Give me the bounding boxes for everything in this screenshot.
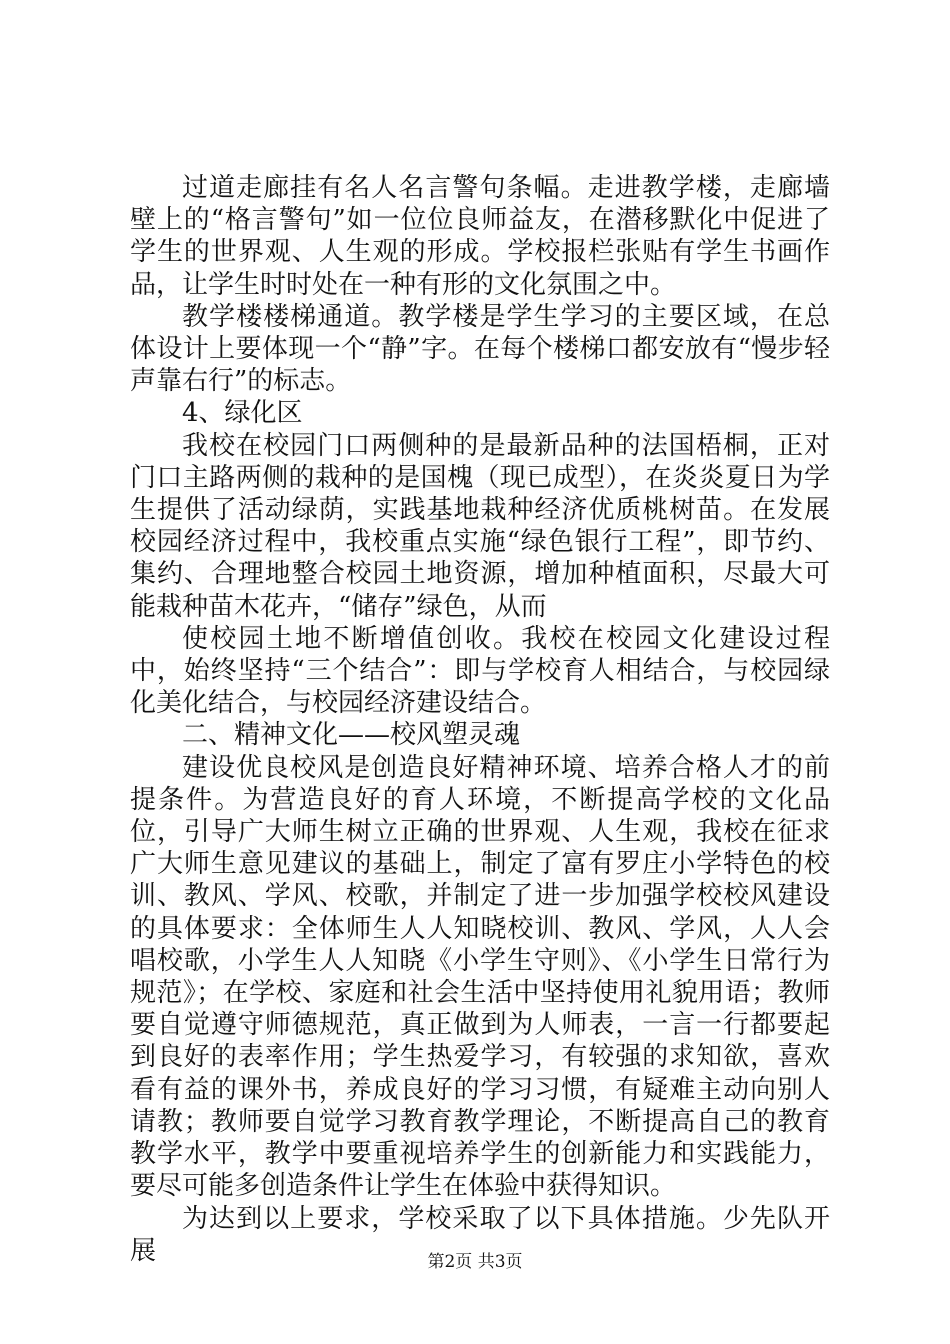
paragraph-three-combinations: 使校园土地不断增值创收。我校在校园文化建设过程中，始终坚持“三个结合”：即与学校育人相结合，与校园绿化美化结合，与校园经济建设结合。 <box>130 623 830 719</box>
section-heading-greening: 4、绿化区 <box>182 398 303 429</box>
page-footer <box>0 1247 950 1272</box>
document-body <box>130 172 830 1267</box>
paragraph-greening: 我校在校园门口两侧种的是最新品种的法国梧桐，正对门口主路两侧的栽种的是国槐（现已成型），在炎炎夏日为学生提供了活动绿荫，实践基地栽种经济优质桃树苗。在发展校园经济过程中，我校重点实施“绿色银行工程”，即节约、集约、合理地整合校园土地资源，增加种植面积，尽最大可能栽种苗木花卉，“储存”绿色，从而 <box>130 430 830 622</box>
section-heading-spiritual-culture: 二、精神文化——校风塑灵魂 <box>182 720 521 751</box>
paragraph-measures: 为达到以上要求，学校采取了以下具体措施。少先队开展 <box>130 1203 830 1266</box>
paragraph-corridor: 过道走廊挂有名人名言警句条幅。走进教学楼，走廊墙壁上的“格言警句”如一位位良师益友，在潜移默化中促进了学生的世界观、人生观的形成。学校报栏张贴有学生书画作品，让学生时时处在一种有形的文化氛围之中。 <box>130 173 830 300</box>
page-number-label: 第2页 共3页 <box>427 1252 523 1272</box>
paragraph-school-spirit: 建设优良校风是创造良好精神环境、培养合格人才的前提条件。为营造良好的育人环境，不断提高学校的文化品位，引导广大师生树立正确的世界观、人生观，我校在征求广大师生意见建议的基础上，制定了富有罗庄小学特色的校训、教风、学风、校歌，并制定了进一步加强学校校风建设的具体要求：全体师生人人知晓校训、教风、学风，人人会唱校歌，小学生人人知晓《小学生守则》、《小学生日常行为规范》；在学校、家庭和社会生活中坚持使用礼貌用语；教师要自觉遵守师德规范，真正做到为人师表，一言一行都要起到良好的表率作用；学生热爱学习，有较强的求知欲，喜欢看有益的课外书，养成良好的学习习惯，有疑难主动向别人请教；教师要自觉学习教育教学理论，不断提高自己的教育教学水平，教学中要重视培养学生的创新能力和实践能力，要尽可能多创造条件让学生在体验中获得知识。 <box>130 752 830 1202</box>
paragraph-stairwell: 教学楼楼梯通道。教学楼是学生学习的主要区域，在总体设计上要体现一个“静”字。在每个楼梯口都安放有“慢步轻声靠右行”的标志。 <box>130 301 830 397</box>
